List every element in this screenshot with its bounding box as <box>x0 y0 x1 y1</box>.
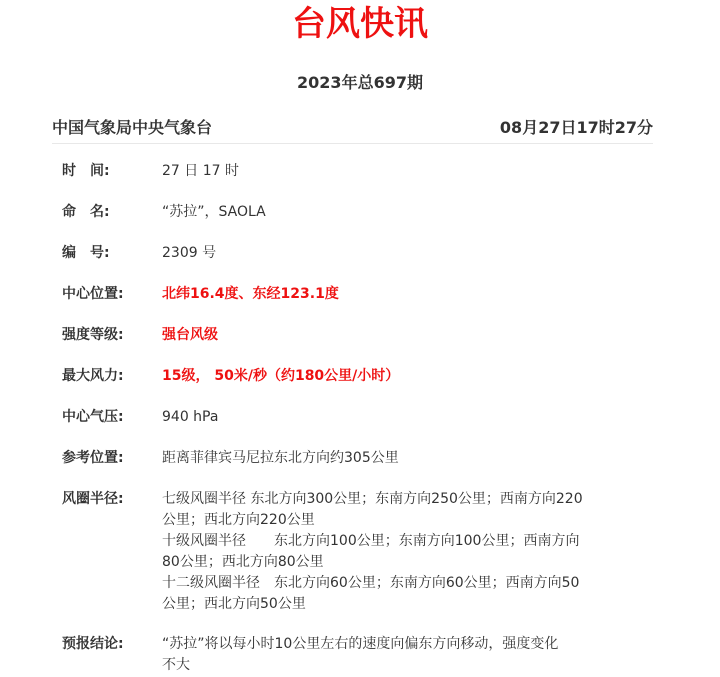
wind-radius-value <box>162 489 642 615</box>
reference-position-label: 参考位置: <box>62 450 124 466</box>
time-value: 27 日 17 时 <box>162 163 239 179</box>
number-label: 编 号: <box>62 245 110 261</box>
forecast-line: 不大 <box>162 657 190 673</box>
agency-name: 中国气象局中央气象台 <box>52 118 213 137</box>
pressure-value: 940 hPa <box>162 409 219 425</box>
issued-time: 08月27日17时27分 <box>499 118 653 137</box>
wind-radius-line: 十二级风圈半径 东北方向60公里；东南方向60公里；西南方向50 <box>162 575 580 591</box>
reference-position-value: 距离菲律宾马尼拉东北方向约305公里 <box>162 450 399 466</box>
wind-radius-line: 80公里；西北方向80公里 <box>162 554 324 570</box>
forecast-line: “苏拉”将以每小时10公里左右的速度向偏东方向移动，强度变化 <box>162 636 559 652</box>
forecast-value <box>162 634 642 676</box>
wind-radius-line: 公里；西北方向220公里 <box>162 512 315 528</box>
center-position-label: 中心位置: <box>62 286 124 302</box>
intensity-value: 强台风级 <box>162 327 218 343</box>
number-value: 2309 号 <box>162 245 217 261</box>
name-value: “苏拉”，SAOLA <box>162 204 266 220</box>
page-title: 台风快讯 <box>292 4 428 44</box>
forecast-label: 预报结论: <box>62 636 124 652</box>
wind-radius-line: 公里；西北方向50公里 <box>162 596 306 612</box>
issue-number: 2023年总697期 <box>297 73 423 92</box>
pressure-label: 中心气压: <box>62 409 124 425</box>
wind-radius-line: 十级风圈半径 东北方向100公里；东南方向100公里；西南方向 <box>162 533 580 549</box>
center-position-value: 北纬16.4度、东经123.1度 <box>162 286 339 302</box>
intensity-label: 强度等级: <box>62 327 124 343</box>
time-label: 时 间: <box>62 163 110 179</box>
wind-radius-label: 风圈半径: <box>62 491 124 507</box>
bulletin-header <box>52 115 653 144</box>
name-label: 命 名: <box>62 204 110 220</box>
wind-radius-line: 七级风圈半径 东北方向300公里；东南方向250公里；西南方向220 <box>162 491 583 507</box>
max-wind-label: 最大风力: <box>62 368 124 384</box>
max-wind-value: 15级， 50米/秒（约180公里/小时） <box>162 368 400 384</box>
